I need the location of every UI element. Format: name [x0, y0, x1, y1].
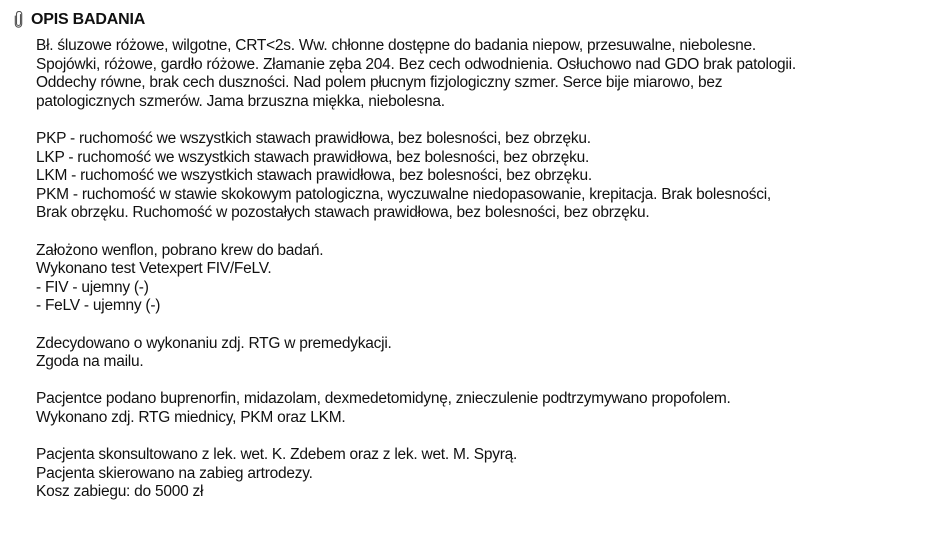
paperclip-icon: [14, 11, 24, 29]
text-line: patologicznych szmerów. Jama brzuszna miękka, niebolesna.: [36, 92, 445, 110]
paragraph: [36, 335, 936, 372]
text-line: - FIV - ujemny (-): [36, 278, 149, 296]
text-line: - FeLV - ujemny (-): [36, 297, 161, 315]
text-line: LKP - ruchomość we wszystkich stawach prawidłowa, bez bolesności, bez obrzęku.: [36, 148, 590, 166]
paragraph: [36, 446, 936, 502]
text-line: Założono wenflon, pobrano krew do badań.: [36, 241, 324, 259]
text-line: Wykonano zdj. RTG miednicy, PKM oraz LKM.: [36, 408, 346, 426]
text-line: Wykonano test Vetexpert FIV/FeLV.: [36, 260, 272, 278]
text-line: Pacjentce podano buprenorfin, midazolam, dexmedetomidynę, znieczulenie podtrzymywano propofolem.: [36, 390, 731, 408]
paragraph: [36, 37, 936, 111]
text-line: LKM - ruchomość we wszystkich stawach prawidłowa, bez bolesności, bez obrzęku.: [36, 167, 592, 185]
paragraph: [36, 242, 936, 316]
text-line: Brak obrzęku. Ruchomość w pozostałych stawach prawidłowa, bez bolesności, bez obrzęku.: [36, 204, 650, 222]
text-line: PKM - ruchomość w stawie skokowym patologiczna, wyczuwalne niedopasowanie, krepitacja. Brak bolesności,: [36, 185, 771, 203]
section-title: OPIS BADANIA: [31, 11, 146, 28]
text-line: PKP - ruchomość we wszystkich stawach prawidłowa, bez bolesności, bez obrzęku.: [36, 129, 591, 147]
text-line: Pacjenta skonsultowano z lek. wet. K. Zdebem oraz z lek. wet. M. Spyrą.: [36, 446, 518, 464]
text-line: Zgoda na mailu.: [36, 353, 144, 371]
section-header: [14, 9, 145, 31]
text-line: Pacjenta skierowano na zabieg artrodezy.: [36, 464, 313, 482]
paragraph: [36, 390, 936, 427]
text-line: Zdecydowano o wykonaniu zdj. RTG w premedykacji.: [36, 334, 392, 352]
text-line: Bł. śluzowe różowe, wilgotne, CRT<2s. Ww. chłonne dostępne do badania niepow, przesuwalne, niebolesne.: [36, 37, 756, 54]
paragraph: [36, 130, 936, 223]
examination-description: [36, 37, 936, 520]
text-line: Oddechy równe, brak cech duszności. Nad polem płucnym fizjologiczny szmer. Serce bije miarowo, bez: [36, 74, 723, 92]
text-line: Kosz zabiegu: do 5000 zł: [36, 483, 204, 501]
text-line: Spojówki, różowe, gardło różowe. Złamanie zęba 204. Bez cech odwodnienia. Osłuchowo nad GDO brak patologii.: [36, 55, 796, 73]
